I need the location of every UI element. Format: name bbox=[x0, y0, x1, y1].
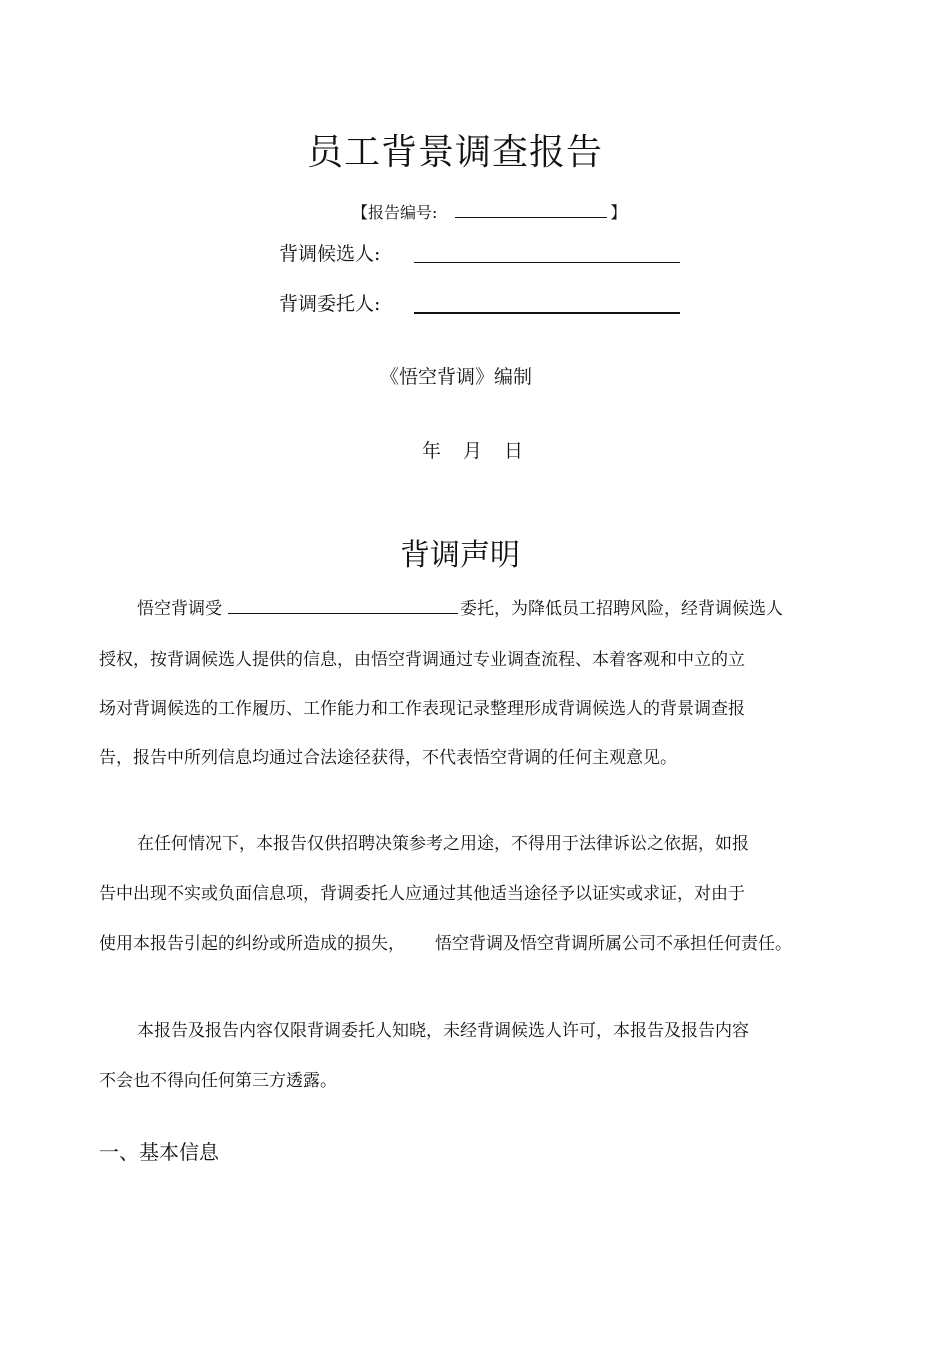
report-number-row bbox=[352, 200, 626, 223]
candidate-label: 背调候选人: bbox=[279, 243, 381, 265]
paragraph2-line2: 告中出现不实或负面信息项，背调委托人应通过其他适当途径予以证实或求证，对由于 bbox=[99, 884, 745, 904]
date-year: 年 bbox=[422, 440, 442, 462]
paragraph2-line1: 在任何情况下，本报告仅供招聘决策参考之用途，不得用于法律诉讼之依据，如报 bbox=[137, 834, 749, 854]
date-day: 日 bbox=[504, 440, 524, 462]
client-label: 背调委托人: bbox=[279, 293, 381, 315]
report-title: 员工背景调查报告 bbox=[306, 132, 603, 173]
candidate-blank[interactable] bbox=[414, 262, 680, 263]
section-basic-info-heading: 一、基本信息 bbox=[99, 1140, 219, 1164]
paragraph1-line4: 告，报告中所列信息均通过合法途径获得，不代表悟空背调的任何主观意见。 bbox=[99, 748, 677, 768]
client-name-blank[interactable] bbox=[228, 599, 458, 614]
compiled-by: 《悟空背调》编制 bbox=[380, 366, 533, 388]
paragraph1-line2: 授权，按背调候选人提供的信息，由悟空背调通过专业调查流程、本着客观和中立的立 bbox=[99, 650, 745, 670]
paragraph3-line2: 不会也不得向任何第三方透露。 bbox=[99, 1071, 337, 1091]
paragraph1-line1 bbox=[137, 594, 783, 619]
report-number-blank[interactable] bbox=[455, 203, 607, 218]
report-number-label: 【报告编号: bbox=[352, 203, 438, 222]
report-number-bracket: 】 bbox=[610, 203, 627, 222]
client-blank[interactable] bbox=[414, 312, 680, 314]
date-line bbox=[422, 436, 523, 463]
paragraph2-line3-part1: 使用本报告引起的纠纷或所造成的损失， bbox=[99, 934, 405, 954]
paragraph2-line3 bbox=[99, 929, 792, 954]
paragraph1-line1-prefix: 悟空背调受 bbox=[137, 599, 222, 619]
paragraph1-line3: 场对背调候选的工作履历、工作能力和工作表现记录整理形成背调候选人的背景调查报 bbox=[99, 699, 745, 719]
date-month: 月 bbox=[463, 440, 483, 462]
paragraph2-line3-part2: 悟空背调及悟空背调所属公司不承担任何责任。 bbox=[435, 934, 792, 954]
paragraph1-line1-suffix: 委托，为降低员工招聘风险，经背调候选人 bbox=[460, 599, 783, 619]
statement-title: 背调声明 bbox=[400, 538, 520, 573]
paragraph3-line1: 本报告及报告内容仅限背调委托人知晓，未经背调候选人许可，本报告及报告内容 bbox=[137, 1021, 749, 1041]
